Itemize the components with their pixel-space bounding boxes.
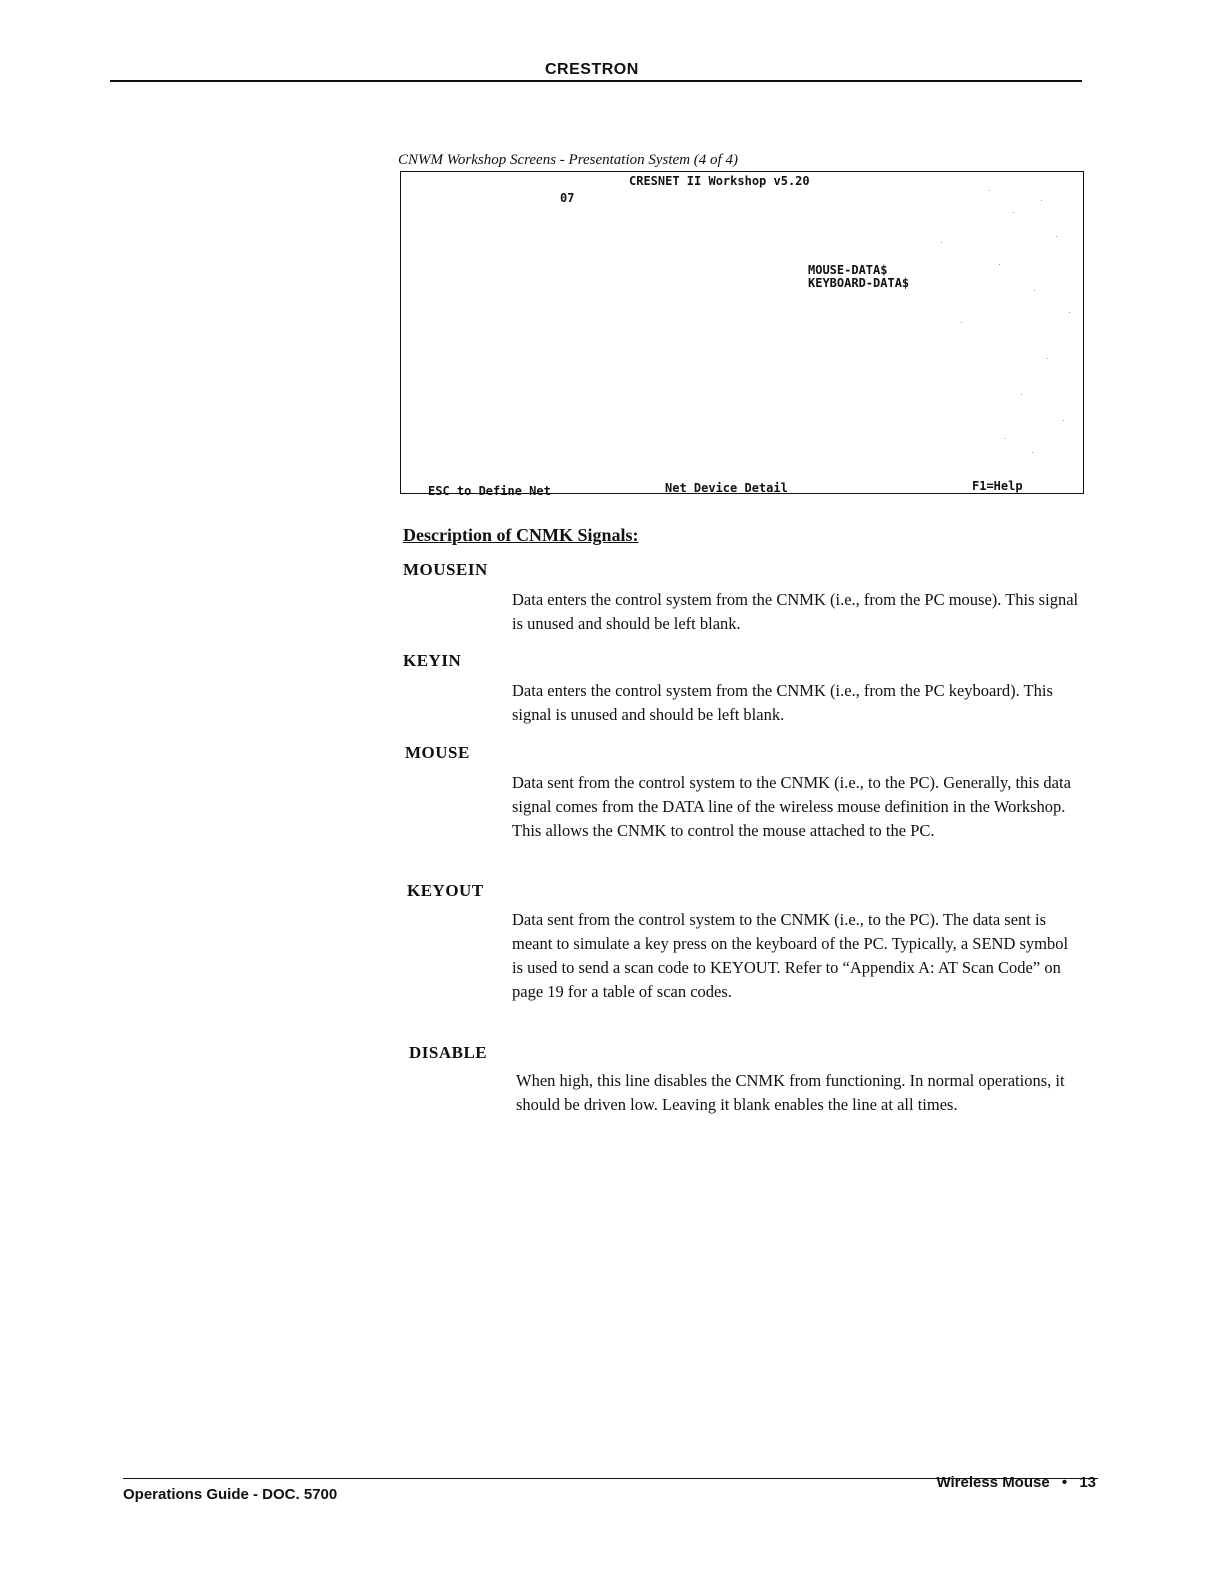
- footer-page-number: 13: [1079, 1474, 1096, 1491]
- page-header-brand: CRESTRON: [545, 61, 639, 78]
- term-disable: DISABLE: [409, 1043, 488, 1062]
- footer-doc-title: Operations Guide - DOC. 5700: [123, 1486, 338, 1503]
- screen-signal-mouse-data: MOUSE-DATA$: [808, 263, 888, 277]
- workshop-screen: [400, 171, 1084, 498]
- screen-signal-keyboard-data: KEYBOARD-DATA$: [808, 276, 910, 290]
- term-mouse: MOUSE: [405, 743, 470, 762]
- figure-caption: CNWM Workshop Screens - Presentation System (4 of 4): [398, 152, 738, 168]
- footer-page-label: [936, 1474, 1096, 1491]
- header-rule: [110, 80, 1082, 82]
- desc-mousein: Data enters the control system from the CNMK (i.e., from the PC mouse). This signal is unused and should be left blank.: [512, 590, 1079, 633]
- desc-keyin: Data enters the control system from the CNMK (i.e., from the PC keyboard). This signal is unused and should be left blank.: [512, 681, 1053, 724]
- screen-status-right: F1=Help: [972, 479, 1023, 493]
- term-keyin: KEYIN: [403, 651, 462, 670]
- screen-status-center: Net Device Detail: [665, 481, 788, 495]
- desc-keyout: Data sent from the control system to the CNMK (i.e., to the PC). The data sent is meant to simulate a key press on the keyboard of the PC. Typically, a SEND symbol is used to send a scan code to KEYOUT. Refer to “Appendix A: AT Scan Code” on page 19 for a table of scan codes.: [512, 910, 1069, 1001]
- desc-mouse: Data sent from the control system to the CNMK (i.e., to the PC). Generally, this data signal comes from the DATA line of the wireless mouse definition in the Workshop. This allows the CNMK to control the mouse attached to the PC.: [512, 773, 1071, 840]
- screen-device-id: 07: [560, 191, 575, 205]
- term-keyout: KEYOUT: [407, 881, 484, 900]
- footer-section-title: Wireless Mouse: [936, 1474, 1050, 1491]
- screen-title: CRESNET II Workshop v5.20: [629, 174, 810, 188]
- term-mousein: MOUSEIN: [403, 560, 488, 579]
- footer-bullet: •: [1061, 1474, 1068, 1491]
- section-heading: Description of CNMK Signals:: [403, 525, 639, 545]
- desc-disable: When high, this line disables the CNMK from functioning. In normal operations, it should be driven low. Leaving it blank enables the line at all times.: [516, 1071, 1065, 1114]
- screen-status-left: ESC to Define Net: [428, 484, 551, 498]
